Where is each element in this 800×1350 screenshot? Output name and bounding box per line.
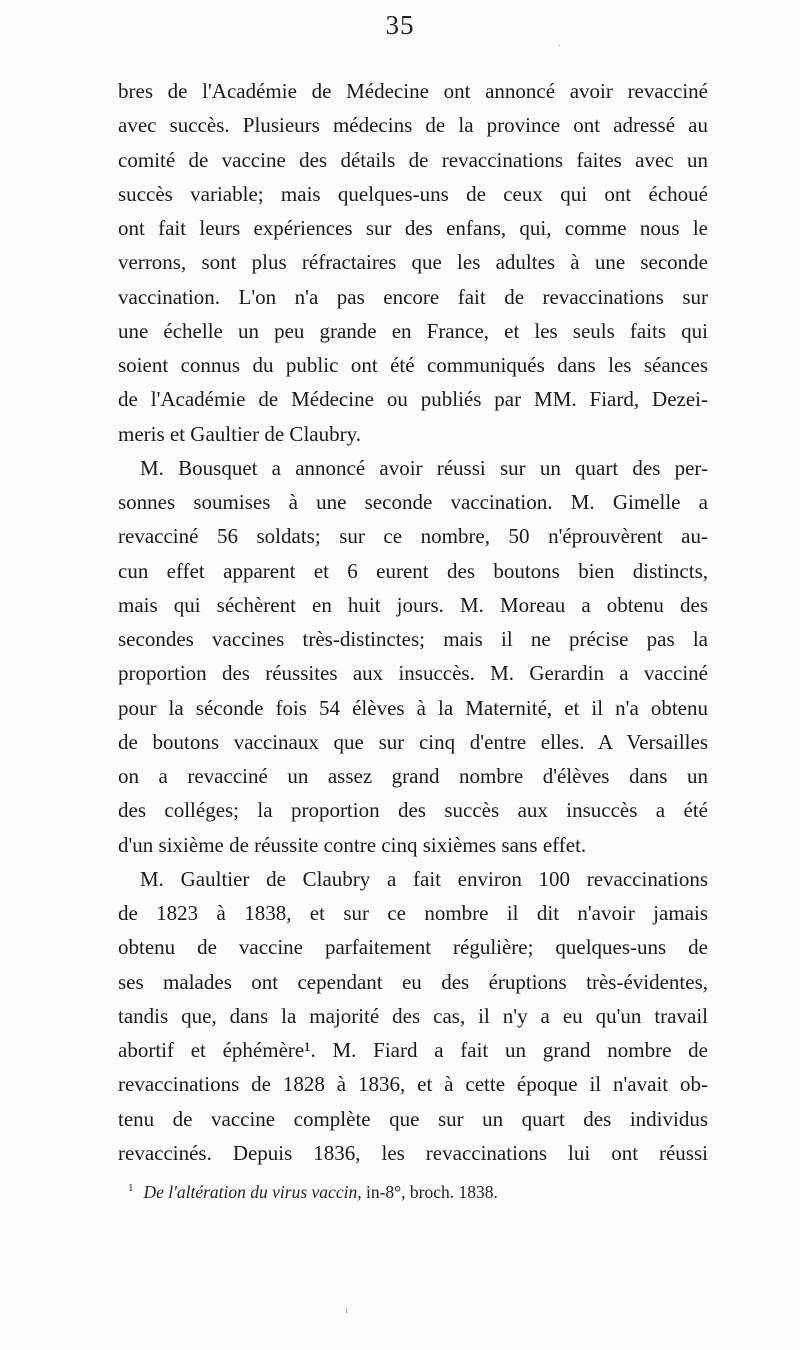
text-line: comité de vaccine des détails de revaccinations faites avec un [118, 147, 708, 172]
text-line: pour la séconde fois 54 élèves à la Maternité, et il n'a obtenu [118, 695, 708, 720]
text-line: ses malades ont cependant eu des éruptions très-évidentes, [118, 969, 708, 994]
text-line: obtenu de vaccine parfaitement régulière; quelques-uns de [118, 935, 708, 960]
footnote-title: De l'altération du virus vaccin, [143, 1182, 362, 1202]
text-line: secondes vaccines très-distinctes; mais il ne précise pas la [118, 627, 708, 651]
paper-speck: ı [345, 1302, 349, 1316]
text-line: revaccinations de 1828 à 1836, et à cette époque il n'avait ob- [118, 1072, 708, 1097]
text-line-paragraph-start: M. Bousquet a annoncé avoir réussi sur un quart des per- [140, 455, 708, 480]
text-line: revacciné 56 soldats; sur ce nombre, 50 n'éprouvèrent au- [118, 524, 708, 549]
text-line: cun effet apparent et 6 eurent des boutons bien distincts, [118, 558, 708, 583]
paper-speck: ´ [557, 42, 561, 56]
text-line: de l'Académie de Médecine ou publiés par MM. Fiard, Dezei- [118, 387, 708, 412]
text-line: revaccinés. Depuis 1836, les revaccinations lui ont réussi [118, 1140, 708, 1165]
text-line: de boutons vaccinaux que sur cinq d'entre elles. A Versailles [118, 729, 708, 754]
text-line: tandis que, dans la majorité des cas, il n'y a eu qu'un travail [118, 1003, 708, 1028]
footnote-details: in-8°, broch. 1838. [361, 1182, 498, 1202]
text-line: tenu de vaccine complète que sur un quart des individus [118, 1106, 708, 1131]
text-line: abortif et éphémère¹. M. Fiard a fait un grand nombre de [118, 1038, 708, 1062]
text-line: une échelle un peu grande en France, et les seuls faits qui [118, 318, 708, 343]
text-line-paragraph-end: meris et Gaultier de Claubry. [118, 421, 361, 446]
page-number: 35 [385, 10, 415, 40]
text-line: de 1823 à 1838, et sur ce nombre il dit n'avoir jamais [118, 901, 708, 925]
footnote-mark: 1 [128, 1182, 134, 1195]
text-line: mais qui séchèrent en huit jours. M. Moreau a obtenu des [118, 592, 708, 617]
text-line: succès variable; mais quelques-uns de ceux qui ont échoué [118, 181, 708, 206]
text-line-paragraph-start: M. Gaultier de Claubry a fait environ 100 revaccinations [140, 866, 708, 891]
text-line: verrons, sont plus réfractaires que les adultes à une seconde [118, 250, 708, 275]
text-line: sonnes soumises à une seconde vaccination. M. Gimelle a [118, 490, 708, 514]
footnote [128, 1182, 498, 1203]
text-line: bres de l'Académie de Médecine ont annoncé avoir revacciné [118, 79, 708, 103]
text-line: proportion des réussites aux insuccès. M. Gerardin a vacciné [118, 661, 708, 686]
text-line: des colléges; la proportion des succès aux insuccès a été [118, 798, 708, 823]
text-line-paragraph-end: d'un sixième de réussite contre cinq sixièmes sans effet. [118, 832, 587, 857]
body-text [118, 74, 708, 1170]
text-line: ont fait leurs expériences sur des enfans, qui, comme nous le [118, 216, 708, 240]
text-line: avec succès. Plusieurs médecins de la province ont adressé au [118, 113, 708, 138]
text-line: on a revacciné un assez grand nombre d'élèves dans un [118, 764, 708, 788]
text-line: vaccination. L'on n'a pas encore fait de revaccinations sur [118, 284, 708, 309]
text-line: soient connus du public ont été communiqués dans les séances [118, 353, 708, 377]
